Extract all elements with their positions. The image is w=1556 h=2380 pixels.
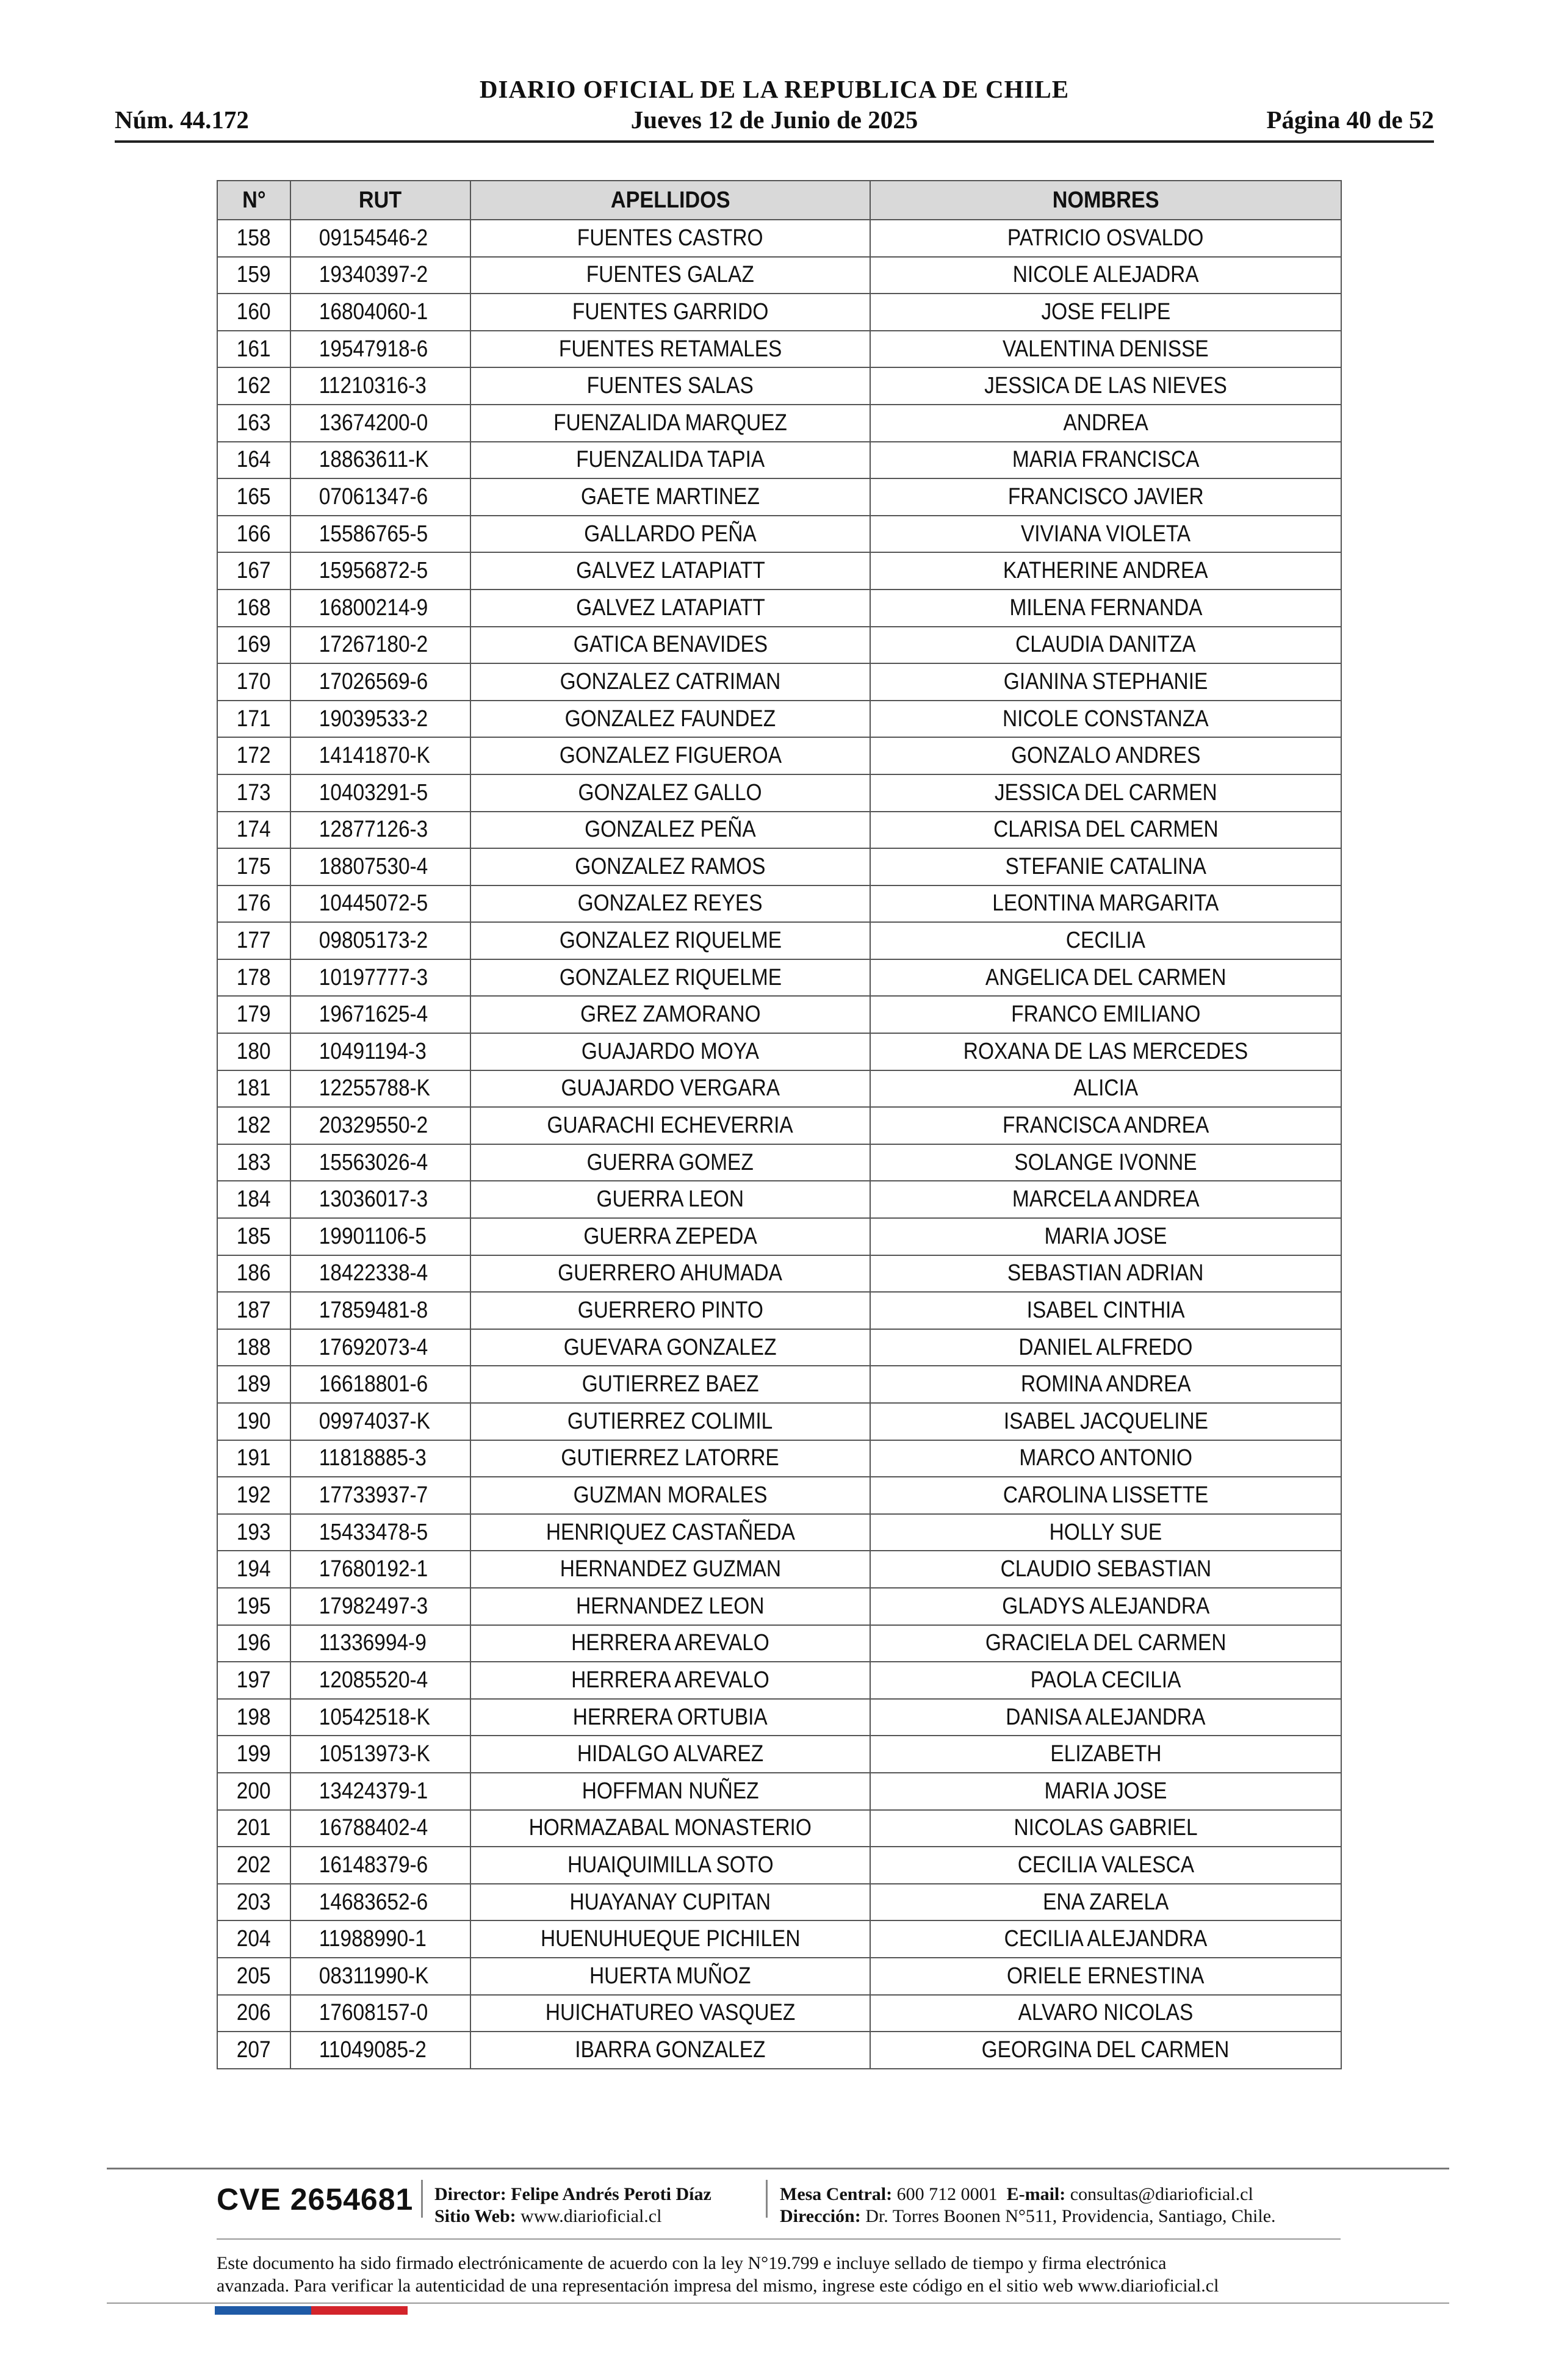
names-cell: GONZALO ANDRES [870, 737, 1341, 774]
table-row [217, 1440, 1341, 1477]
names-cell: CECILIA VALESCA [870, 1847, 1341, 1884]
table-row [217, 257, 1341, 294]
column-header-names: NOMBRES [870, 181, 1341, 220]
flag-red-segment [311, 2306, 408, 2315]
names-cell: CAROLINA LISSETTE [870, 1477, 1341, 1514]
surnames-cell: GONZALEZ REYES [470, 885, 870, 923]
table-row [217, 1144, 1341, 1181]
surnames-cell: HUAIQUIMILLA SOTO [470, 1847, 870, 1884]
row-number: 165 [217, 478, 290, 516]
row-number: 207 [217, 2032, 290, 2069]
surnames-cell: GUARACHI ECHEVERRIA [470, 1107, 870, 1144]
row-number: 166 [217, 516, 290, 553]
surnames-cell: GALVEZ LATAPIATT [470, 590, 870, 627]
rut-cell: 17680192-1 [290, 1551, 470, 1588]
surnames-cell: GAETE MARTINEZ [470, 478, 870, 516]
names-cell: CECILIA ALEJANDRA [870, 1920, 1341, 1958]
row-number: 176 [217, 885, 290, 923]
surnames-cell: GUERRERO AHUMADA [470, 1255, 870, 1293]
rut-cell: 17608157-0 [290, 1995, 470, 2032]
rut-cell: 16148379-6 [290, 1847, 470, 1884]
table-row [217, 294, 1341, 331]
surnames-cell: HERRERA AREVALO [470, 1662, 870, 1699]
table-row [217, 1847, 1341, 1884]
table-row [217, 959, 1341, 997]
names-cell: CECILIA [870, 922, 1341, 959]
names-cell: ROMINA ANDREA [870, 1366, 1341, 1403]
table-row [217, 1551, 1341, 1588]
row-number: 194 [217, 1551, 290, 1588]
row-number: 178 [217, 959, 290, 997]
rut-cell: 09805173-2 [290, 922, 470, 959]
names-cell: ALVARO NICOLAS [870, 1995, 1341, 2032]
rut-cell: 12255788-K [290, 1070, 470, 1108]
rut-cell: 17692073-4 [290, 1329, 470, 1366]
table-row [217, 1107, 1341, 1144]
table-row [217, 1995, 1341, 2032]
surnames-cell: FUENZALIDA MARQUEZ [470, 405, 870, 442]
names-cell: ALICIA [870, 1070, 1341, 1108]
registry-table-container [217, 180, 1341, 2069]
row-number: 188 [217, 1329, 290, 1366]
rut-cell: 15563026-4 [290, 1144, 470, 1181]
table-row [217, 627, 1341, 664]
table-row [217, 367, 1341, 405]
names-cell: NICOLE ALEJADRA [870, 257, 1341, 294]
contact-info [780, 2183, 1276, 2227]
names-cell: CLAUDIO SEBASTIAN [870, 1551, 1341, 1588]
rut-cell: 14683652-6 [290, 1884, 470, 1921]
table-row [217, 478, 1341, 516]
row-number: 196 [217, 1625, 290, 1662]
row-number: 192 [217, 1477, 290, 1514]
rut-cell: 12085520-4 [290, 1662, 470, 1699]
rut-cell: 16618801-6 [290, 1366, 470, 1403]
row-number: 160 [217, 294, 290, 331]
names-cell: KATHERINE ANDREA [870, 552, 1341, 590]
rut-cell: 15433478-5 [290, 1514, 470, 1551]
phone-email-line: Mesa Central: 600 712 0001 E-mail: consultas@diarioficial.cl [780, 2184, 1253, 2204]
surnames-cell: GUERRA ZEPEDA [470, 1218, 870, 1255]
row-number: 195 [217, 1588, 290, 1625]
rut-cell: 16804060-1 [290, 294, 470, 331]
surnames-cell: GUTIERREZ BAEZ [470, 1366, 870, 1403]
row-number: 170 [217, 663, 290, 701]
surnames-cell: HUERTA MUÑOZ [470, 1958, 870, 1995]
row-number: 168 [217, 590, 290, 627]
rut-cell: 18807530-4 [290, 848, 470, 885]
row-number: 173 [217, 774, 290, 812]
rut-cell: 19901106-5 [290, 1218, 470, 1255]
table-row [217, 1773, 1341, 1810]
table-row [217, 663, 1341, 701]
table-header-row [217, 181, 1341, 220]
surnames-cell: HUAYANAY CUPITAN [470, 1884, 870, 1921]
row-number: 167 [217, 552, 290, 590]
rut-cell: 17026569-6 [290, 663, 470, 701]
surnames-cell: HERNANDEZ LEON [470, 1588, 870, 1625]
footer-separator [766, 2180, 768, 2218]
surnames-cell: GONZALEZ FAUNDEZ [470, 701, 870, 738]
names-cell: FRANCISCO JAVIER [870, 478, 1341, 516]
rut-cell: 10491194-3 [290, 1033, 470, 1070]
rut-cell: 18422338-4 [290, 1255, 470, 1293]
names-cell: CLAUDIA DANITZA [870, 627, 1341, 664]
row-number: 202 [217, 1847, 290, 1884]
row-number: 187 [217, 1292, 290, 1329]
names-cell: DANISA ALEJANDRA [870, 1699, 1341, 1736]
rut-cell: 13036017-3 [290, 1181, 470, 1218]
rut-cell: 19547918-6 [290, 331, 470, 368]
surnames-cell: GONZALEZ RIQUELME [470, 922, 870, 959]
rut-cell: 11336994-9 [290, 1625, 470, 1662]
table-row [217, 2032, 1341, 2069]
rut-cell: 10542518-K [290, 1699, 470, 1736]
row-number: 164 [217, 442, 290, 479]
table-row [217, 516, 1341, 553]
table-row [217, 996, 1341, 1033]
surnames-cell: HENRIQUEZ CASTAÑEDA [470, 1514, 870, 1551]
column-header-surnames: APELLIDOS [470, 181, 870, 220]
page-header [115, 74, 1434, 143]
rut-cell: 10445072-5 [290, 885, 470, 923]
table-row [217, 848, 1341, 885]
rut-cell: 17267180-2 [290, 627, 470, 664]
header-divider [115, 140, 1434, 143]
table-row [217, 1292, 1341, 1329]
rut-cell: 19671625-4 [290, 996, 470, 1033]
names-cell: HOLLY SUE [870, 1514, 1341, 1551]
footer-separator [421, 2180, 423, 2218]
table-row [217, 737, 1341, 774]
table-row [217, 774, 1341, 812]
row-number: 171 [217, 701, 290, 738]
rut-cell: 13424379-1 [290, 1773, 470, 1810]
row-number: 159 [217, 257, 290, 294]
director-info [434, 2183, 711, 2227]
row-number: 183 [217, 1144, 290, 1181]
names-cell: NICOLAS GABRIEL [870, 1810, 1341, 1847]
table-row [217, 1662, 1341, 1699]
surnames-cell: GUERRERO PINTO [470, 1292, 870, 1329]
flag-color-bar [215, 2306, 408, 2315]
publication-date: Jueves 12 de Junio de 2025 [630, 106, 918, 134]
address-line: Dirección: Dr. Torres Boonen N°511, Providencia, Santiago, Chile. [780, 2206, 1276, 2226]
surnames-cell: GREZ ZAMORANO [470, 996, 870, 1033]
rut-cell: 19340397-2 [290, 257, 470, 294]
row-number: 198 [217, 1699, 290, 1736]
surnames-cell: GUERRA GOMEZ [470, 1144, 870, 1181]
table-row [217, 220, 1341, 257]
table-body [217, 220, 1341, 2069]
surnames-cell: FUENTES RETAMALES [470, 331, 870, 368]
rut-cell: 17982497-3 [290, 1588, 470, 1625]
row-number: 177 [217, 922, 290, 959]
email-link[interactable]: consultas@diarioficial.cl [1070, 2184, 1253, 2204]
row-number: 161 [217, 331, 290, 368]
names-cell: CLARISA DEL CARMEN [870, 812, 1341, 849]
rut-cell: 10513973-K [290, 1736, 470, 1773]
surnames-cell: GONZALEZ RIQUELME [470, 959, 870, 997]
names-cell: ENA ZARELA [870, 1884, 1341, 1921]
row-number: 174 [217, 812, 290, 849]
publication-title: DIARIO OFICIAL DE LA REPUBLICA DE CHILE [479, 75, 1070, 103]
row-number: 203 [217, 1884, 290, 1921]
surnames-cell: HUENUHUEQUE PICHILEN [470, 1920, 870, 1958]
legal-notice: Este documento ha sido firmado electrónicamente de acuerdo con la ley N°19.799 e incluye sellado de tiempo y firma electrónica avanzada. Para verificar la autenticidad de una representación impresa del mismo, ingrese este código en el sitio web www.diarioficial.cl [217, 2253, 1219, 2296]
row-number: 186 [217, 1255, 290, 1293]
rut-cell: 11210316-3 [290, 367, 470, 405]
row-number: 180 [217, 1033, 290, 1070]
table-row [217, 885, 1341, 923]
row-number: 185 [217, 1218, 290, 1255]
table-row [217, 1588, 1341, 1625]
table-row [217, 590, 1341, 627]
row-number: 181 [217, 1070, 290, 1108]
row-number: 158 [217, 220, 290, 257]
row-number: 204 [217, 1920, 290, 1958]
table-row [217, 1218, 1341, 1255]
surnames-cell: HERNANDEZ GUZMAN [470, 1551, 870, 1588]
footer-divider [217, 2238, 1341, 2240]
row-number: 182 [217, 1107, 290, 1144]
row-number: 179 [217, 996, 290, 1033]
names-cell: PATRICIO OSVALDO [870, 220, 1341, 257]
names-cell: GEORGINA DEL CARMEN [870, 2032, 1341, 2069]
table-row [217, 1920, 1341, 1958]
flag-blue-segment [215, 2306, 311, 2315]
table-row [217, 552, 1341, 590]
names-cell: STEFANIE CATALINA [870, 848, 1341, 885]
surnames-cell: GALVEZ LATAPIATT [470, 552, 870, 590]
names-cell: ANGELICA DEL CARMEN [870, 959, 1341, 997]
surnames-cell: HUICHATUREO VASQUEZ [470, 1995, 870, 2032]
rut-cell: 16788402-4 [290, 1810, 470, 1847]
row-number: 169 [217, 627, 290, 664]
names-cell: ORIELE ERNESTINA [870, 1958, 1341, 1995]
surnames-cell: GUERRA LEON [470, 1181, 870, 1218]
director-line: Director: Felipe Andrés Peroti Díaz [434, 2184, 711, 2204]
surnames-cell: GUAJARDO VERGARA [470, 1070, 870, 1108]
surnames-cell: GUZMAN MORALES [470, 1477, 870, 1514]
table-row [217, 1625, 1341, 1662]
rut-cell: 15586765-5 [290, 516, 470, 553]
row-number: 175 [217, 848, 290, 885]
footer-divider [107, 2168, 1449, 2169]
names-cell: ROXANA DE LAS MERCEDES [870, 1033, 1341, 1070]
row-number: 191 [217, 1440, 290, 1477]
names-cell: MARIA JOSE [870, 1218, 1341, 1255]
rut-cell: 07061347-6 [290, 478, 470, 516]
surnames-cell: GONZALEZ CATRIMAN [470, 663, 870, 701]
surnames-cell: FUENTES SALAS [470, 367, 870, 405]
table-row [217, 405, 1341, 442]
table-row [217, 812, 1341, 849]
table-row [217, 1514, 1341, 1551]
cve-code: CVE 2654681 [217, 2182, 414, 2216]
surnames-cell: FUENZALIDA TAPIA [470, 442, 870, 479]
surnames-cell: GALLARDO PEÑA [470, 516, 870, 553]
names-cell: ISABEL JACQUELINE [870, 1403, 1341, 1440]
table-row [217, 1255, 1341, 1293]
surnames-cell: HIDALGO ALVAREZ [470, 1736, 870, 1773]
names-cell: VALENTINA DENISSE [870, 331, 1341, 368]
surnames-cell: HERRERA ORTUBIA [470, 1699, 870, 1736]
rut-cell: 19039533-2 [290, 701, 470, 738]
surnames-cell: GONZALEZ PEÑA [470, 812, 870, 849]
row-number: 201 [217, 1810, 290, 1847]
table-row [217, 1810, 1341, 1847]
row-number: 197 [217, 1662, 290, 1699]
surnames-cell: HERRERA AREVALO [470, 1625, 870, 1662]
row-number: 189 [217, 1366, 290, 1403]
names-cell: MARIA JOSE [870, 1773, 1341, 1810]
table-row [217, 442, 1341, 479]
row-number: 184 [217, 1181, 290, 1218]
surnames-cell: FUENTES GALAZ [470, 257, 870, 294]
page-indicator: Página 40 de 52 [1266, 106, 1434, 134]
column-header-rut: RUT [290, 181, 470, 220]
surnames-cell: GONZALEZ GALLO [470, 774, 870, 812]
table-row [217, 1033, 1341, 1070]
names-cell: NICOLE CONSTANZA [870, 701, 1341, 738]
surnames-cell: HOFFMAN NUÑEZ [470, 1773, 870, 1810]
names-cell: FRANCO EMILIANO [870, 996, 1341, 1033]
names-cell: MARIA FRANCISCA [870, 442, 1341, 479]
surnames-cell: HORMAZABAL MONASTERIO [470, 1810, 870, 1847]
row-number: 190 [217, 1403, 290, 1440]
table-row [217, 1736, 1341, 1773]
row-number: 193 [217, 1514, 290, 1551]
table-row [217, 1477, 1341, 1514]
rut-cell: 18863611-K [290, 442, 470, 479]
surnames-cell: GUEVARA GONZALEZ [470, 1329, 870, 1366]
row-number: 163 [217, 405, 290, 442]
names-cell: JESSICA DE LAS NIEVES [870, 367, 1341, 405]
surnames-cell: FUENTES GARRIDO [470, 294, 870, 331]
table-row [217, 701, 1341, 738]
surnames-cell: GONZALEZ FIGUEROA [470, 737, 870, 774]
surnames-cell: GUTIERREZ COLIMIL [470, 1403, 870, 1440]
table-row [217, 1181, 1341, 1218]
rut-cell: 09974037-K [290, 1403, 470, 1440]
names-cell: GLADYS ALEJANDRA [870, 1588, 1341, 1625]
names-cell: SEBASTIAN ADRIAN [870, 1255, 1341, 1293]
names-cell: ELIZABETH [870, 1736, 1341, 1773]
surnames-cell: GUTIERREZ LATORRE [470, 1440, 870, 1477]
names-cell: LEONTINA MARGARITA [870, 885, 1341, 923]
footer-divider [107, 2302, 1449, 2304]
surnames-cell: IBARRA GONZALEZ [470, 2032, 870, 2069]
rut-cell: 14141870-K [290, 737, 470, 774]
table-row [217, 1329, 1341, 1366]
rut-cell: 11818885-3 [290, 1440, 470, 1477]
names-cell: FRANCISCA ANDREA [870, 1107, 1341, 1144]
row-number: 172 [217, 737, 290, 774]
table-row [217, 1366, 1341, 1403]
issue-number: Núm. 44.172 [115, 106, 249, 134]
rut-cell: 16800214-9 [290, 590, 470, 627]
names-cell: GIANINA STEPHANIE [870, 663, 1341, 701]
rut-cell: 09154546-2 [290, 220, 470, 257]
rut-cell: 15956872-5 [290, 552, 470, 590]
names-cell: VIVIANA VIOLETA [870, 516, 1341, 553]
names-cell: SOLANGE IVONNE [870, 1144, 1341, 1181]
registry-table [217, 180, 1342, 2069]
names-cell: DANIEL ALFREDO [870, 1329, 1341, 1366]
names-cell: JESSICA DEL CARMEN [870, 774, 1341, 812]
rut-cell: 10403291-5 [290, 774, 470, 812]
row-number: 205 [217, 1958, 290, 1995]
rut-cell: 11988990-1 [290, 1920, 470, 1958]
rut-cell: 20329550-2 [290, 1107, 470, 1144]
table-row [217, 1884, 1341, 1921]
row-number: 200 [217, 1773, 290, 1810]
names-cell: ANDREA [870, 405, 1341, 442]
website-link[interactable]: www.diarioficial.cl [520, 2206, 662, 2226]
table-row [217, 331, 1341, 368]
surnames-cell: GUAJARDO MOYA [470, 1033, 870, 1070]
names-cell: MILENA FERNANDA [870, 590, 1341, 627]
row-number: 206 [217, 1995, 290, 2032]
table-row [217, 1070, 1341, 1108]
website-line: Sitio Web: www.diarioficial.cl [434, 2206, 662, 2226]
names-cell: GRACIELA DEL CARMEN [870, 1625, 1341, 1662]
surnames-cell: FUENTES CASTRO [470, 220, 870, 257]
names-cell: JOSE FELIPE [870, 294, 1341, 331]
surnames-cell: GATICA BENAVIDES [470, 627, 870, 664]
names-cell: MARCO ANTONIO [870, 1440, 1341, 1477]
names-cell: ISABEL CINTHIA [870, 1292, 1341, 1329]
names-cell: PAOLA CECILIA [870, 1662, 1341, 1699]
table-row [217, 922, 1341, 959]
table-row [217, 1403, 1341, 1440]
rut-cell: 08311990-K [290, 1958, 470, 1995]
row-number: 199 [217, 1736, 290, 1773]
column-header-number: N° [217, 181, 290, 220]
surnames-cell: GONZALEZ RAMOS [470, 848, 870, 885]
table-row [217, 1958, 1341, 1995]
rut-cell: 17733937-7 [290, 1477, 470, 1514]
rut-cell: 13674200-0 [290, 405, 470, 442]
rut-cell: 17859481-8 [290, 1292, 470, 1329]
rut-cell: 11049085-2 [290, 2032, 470, 2069]
row-number: 162 [217, 367, 290, 405]
rut-cell: 12877126-3 [290, 812, 470, 849]
names-cell: MARCELA ANDREA [870, 1181, 1341, 1218]
rut-cell: 10197777-3 [290, 959, 470, 997]
table-row [217, 1699, 1341, 1736]
